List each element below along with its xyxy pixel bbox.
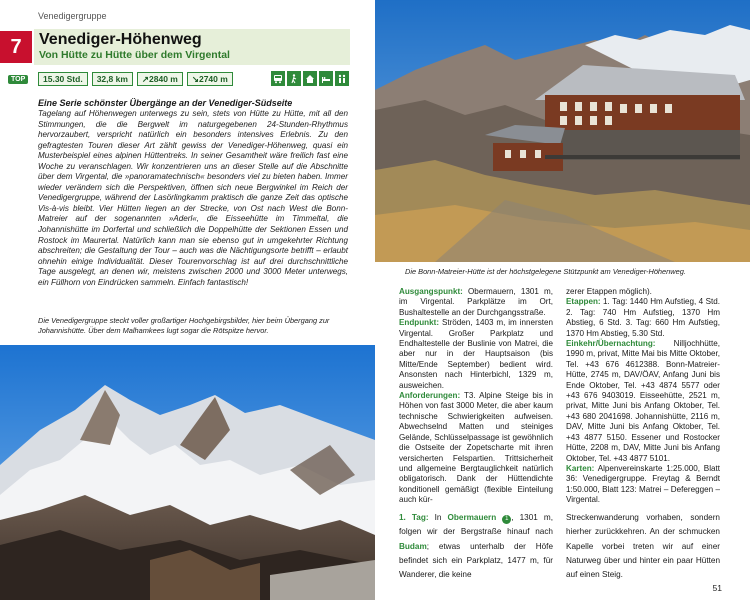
hut-photo xyxy=(375,0,750,262)
page-number: 51 xyxy=(712,583,722,593)
description-right: Streckenwanderung vorhaben, sondern hierher zurückkehren. An der schmucken Kapelle vorbei treten wir auf einer Naturweg über und hinter ein paar Hütten auf einen Steig. xyxy=(566,513,720,580)
tour-stats xyxy=(38,72,233,86)
mountain-photo xyxy=(0,345,375,600)
place-obermauern: Obermauern xyxy=(447,513,497,522)
stages-label: Etappen: xyxy=(566,297,601,307)
family-icon xyxy=(335,71,349,86)
in-word: In xyxy=(434,513,442,522)
title-box xyxy=(34,29,350,65)
place-budam: Budam xyxy=(399,541,427,551)
day-label: 1. Tag: xyxy=(399,513,429,522)
requirements-text: T3. Alpine Steige bis in Höhen von fast 3000 Meter, die aber kaum technische Schwierigkeiten aufweisen. Abwechselnd Matten und steiniges Gelände, Schlüsselpassage ist gewöhnlich die Ostseite der Zopetscharte mit ihren versicherten Felspartien. Trittsicherheit und allgemeine Bergtauglichkeit natürlich obligatorisch. Dank der Hüttendichte konditionell gemäßigt (flexible Einteilung auch kür- xyxy=(399,391,553,505)
waypoint-marker: 1 xyxy=(502,515,511,524)
intro-headline: Eine Serie schönster Übergänge an der Venediger-Südseite xyxy=(38,98,293,108)
tour-subtitle: Von Hütte zu Hütte über dem Virgental xyxy=(39,49,230,61)
intro-text: Tagelang auf Höhenwegen unterwegs zu sein, stets von Hütte zu Hütte, mit all den Stimmungen, die die Bergwelt im naturgegebenen 24-Stunden-Rhythmus hervorzaubert, verspricht natürlich ein besonders intensives Erlebnis. Zu den gefragtesten Touren dieser Art zählt gewiss der Venediger-Höhenweg, quasi ein Musterbeispiel eines alpinen Hüttentreks. In seiner Gesamtheit wäre freilich fast eine Woche zu veranschlagen. Wir konzentrieren uns an dieser Stelle auf die Abschnitte über dem Virgental, die »panoramatechnisch« besonders viel zu bieten haben. Immer wieder verändern sich die Perspektiven, öffnen sich neue Bergwinkel im Reich der Venedigergruppe, während der Lasörlingkamm praktisch die ganze Zeit das optische Vis-à-vis bleibt. Vier Hütten liegen an der Strecke, von Ost nach West die Bonn-Matreier auf der sogenannten »Aderl«, die Eisseehütte im Timmeltal, die Johannishütte im Dorfertal und schließlich die Doppelhütte der Sektionen Essen und Rostock im Maurertal. Natürlich kann man sie ebenso gut in umgekehrter Richtung abschreiten; die Gestaltung der Tour – auch was die Nächtigungsorte betrifft – erlaubt ohnehin einige Individualität. Dieser Tourenvorschlag ist auf drei durchschnittliche Tage ausgelegt, an denen wir, meistens zwischen 2000 und 3000 Meter unterwegs, ein Füllhorn von Eindrücken sammeln. Einfach fantastisch! xyxy=(38,109,348,287)
huts-label: Einkehr/Übernachtung: xyxy=(566,339,656,349)
continuation-text: zerer Etappen möglich). xyxy=(566,287,652,296)
description-text-1: , 1301 m, folgen wir der Bergstraße hinauf nach xyxy=(399,513,553,537)
descent-stat: ↘2740 m xyxy=(187,72,233,86)
info-column-right xyxy=(566,287,720,506)
bed-icon xyxy=(319,71,333,86)
duration-stat: 15.30 Std. xyxy=(38,72,88,86)
description-text-2: ; etwas unterhalb der Höfe befindet sich ein Parkplatz, 1477 m, für Wanderer, die keine xyxy=(399,541,553,580)
top-badge: TOP xyxy=(8,75,28,84)
end-text: Ströden, 1403 m, im innersten Virgental. Großer Parkplatz und Endhaltestelle der Buslinie von Matrei, die aber nur in der Hauptsaison (bis Mitte/Ende September) bedient wird. Ansonsten nach Hinterbichl, 1329 m, ausweichen. xyxy=(399,318,553,390)
tour-icons xyxy=(271,71,349,86)
requirements-label: Anforderungen: xyxy=(399,391,461,401)
bus-icon xyxy=(271,71,285,86)
tour-number-badge: 7 xyxy=(0,31,32,63)
ascent-stat: ↗2840 m xyxy=(137,72,183,86)
section-label: Venedigergruppe xyxy=(38,11,107,21)
photo-caption-left: Die Venedigergruppe steckt voller großartiger Hochgebirgsbilder, hier beim Übergang zur Johannishütte. Über dem Malhamkees lugt sogar die Rötspitze hervor. xyxy=(38,316,330,335)
start-label: Ausgangspunkt: xyxy=(399,287,463,296)
info-column-left xyxy=(399,287,553,506)
maps-label: Karten: xyxy=(566,463,595,473)
start-text: Obermauern, 1301 m, im Virgental. Parkplätze im Ort, Bushaltestelle an der Durchgangsstraße. xyxy=(399,287,553,317)
stages-text: 1. Tag: 1440 Hm Aufstieg, 4 Std. 2. Tag: 740 Hm Aufstieg, 1370 Hm Abstieg, 6 Std. 3. Tag: 660 Hm Aufstieg, 1370 Hm Abstieg, 5.30 Std. xyxy=(566,297,720,338)
tour-title: Venediger-Höhenweg xyxy=(39,31,202,48)
maps-text: Alpenvereinskarte 1:25.000, Blatt 36: Venedigergruppe. Freytag & Berndt 1:50.000, Blatt 123: Matrei – Defereggen – Virgental. xyxy=(566,463,720,505)
photo-caption-right: Die Bonn-Matreier-Hütte ist der höchstgelegene Stützpunkt am Venediger-Höhenweg. xyxy=(405,267,686,276)
right-page xyxy=(375,0,750,600)
hiker-icon xyxy=(287,71,301,86)
distance-stat: 32,8 km xyxy=(92,72,133,86)
hut-icon xyxy=(303,71,317,86)
description-left xyxy=(399,511,553,582)
end-label: Endpunkt: xyxy=(399,318,440,328)
huts-text: Nilljochhütte, 1990 m, privat, Mitte Mai bis Mitte Oktober, Tel. +43 676 4612388. Bonn-Matreier-Hütte, 2745 m, DAV/ÖAV, Anfang Juni bis Ende Oktober, Tel. +43 4874 5577 oder +43 676 9403019. Eisseehütte, 2521 m, privat, Mitte Juni bis Anfang Oktober, Tel. +43 680 2041698. Johannishütte, 2116 m, DAV, Mitte Juni bis Anfang Oktober, Tel. +43 4877 5150. Essener und Rostocker Hütte, 2208 m, DAV, Mitte Juni bis Anfang Oktober, Tel. +43 4877 5101. xyxy=(566,339,720,463)
